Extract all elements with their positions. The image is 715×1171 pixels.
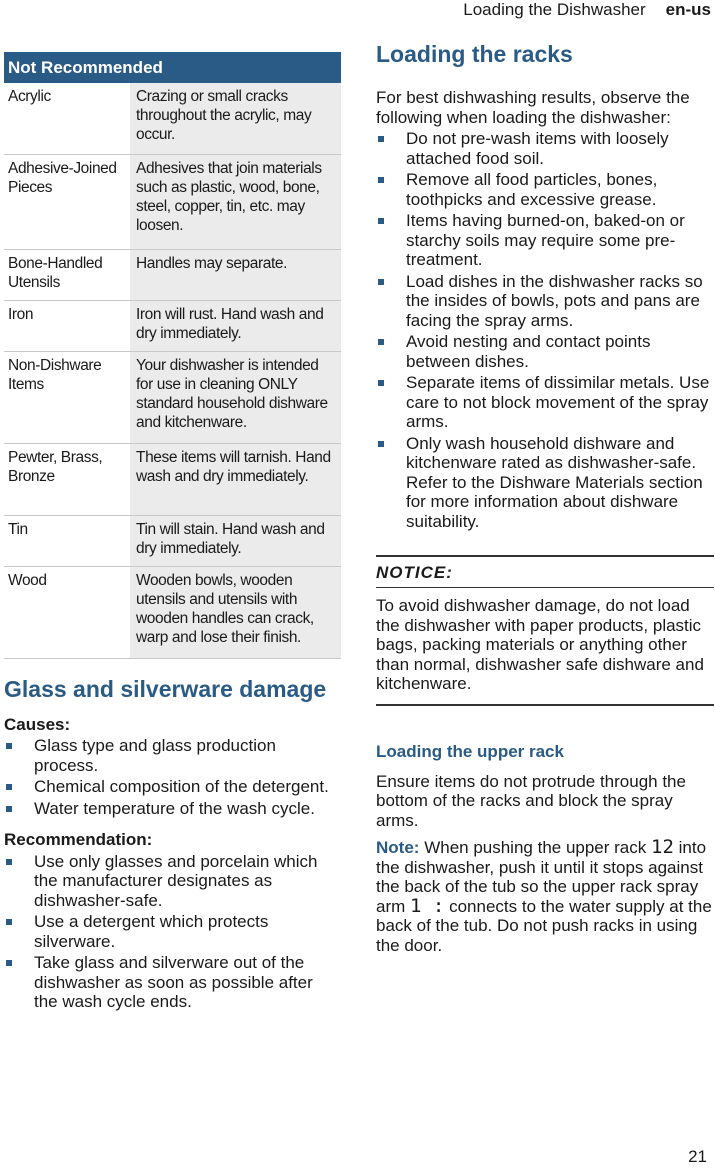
- list-item: Load dishes in the dishwasher racks so the insides of bowls, pots and pans are facing the spray arms.: [376, 272, 714, 331]
- bullet-icon: [378, 339, 384, 345]
- upper-rack-title: Loading the upper rack: [376, 741, 564, 761]
- row-effect: Wooden bowls, wooden utensils and utensils with wooden handles can crack, warp and lose their finish.: [130, 566, 341, 658]
- not-recommended-table: [4, 52, 341, 659]
- right-column: [376, 40, 714, 955]
- row-item: Non-Dishware Items: [4, 351, 130, 443]
- header-section: Loading the Dishwasher: [463, 0, 646, 19]
- racks-list: [376, 129, 714, 531]
- list-item: Chemical composition of the detergent.: [4, 777, 341, 797]
- notice-body-box: [376, 588, 714, 706]
- left-column: [4, 52, 341, 1014]
- dishware-reference: Refer to the Dishware Materials section for more information about dishware suitability.: [406, 472, 703, 531]
- list-item: Do not pre-wash items with loosely attached food soil.: [376, 129, 714, 168]
- row-effect: Crazing or small cracks throughout the acrylic, may occur.: [130, 83, 341, 154]
- table-row: [4, 300, 341, 351]
- row-effect: Adhesives that join materials such as plastic, wood, bone, steel, copper, tin, etc. may loosen.: [130, 154, 341, 249]
- bullet-icon: [6, 784, 12, 790]
- list-item: Items having burned-on, baked-on or starchy soils may require some pre-treatment.: [376, 211, 714, 270]
- list-item: Use only glasses and porcelain which the manufacturer designates as dishwasher-safe.: [4, 852, 341, 911]
- bullet-icon: [6, 859, 12, 865]
- row-effect: Iron will rust. Hand wash and dry immediately.: [130, 300, 341, 351]
- bullet-icon: [6, 743, 12, 749]
- row-item: Adhesive-Joined Pieces: [4, 154, 130, 249]
- list-item: Remove all food particles, bones, toothpicks and excessive grease.: [376, 170, 714, 209]
- list-item: Glass type and glass production process.: [4, 736, 341, 775]
- bullet-icon: [6, 919, 12, 925]
- bullet-icon: [378, 279, 384, 285]
- table-row: [4, 515, 341, 566]
- causes-list: [4, 736, 341, 818]
- row-effect: Tin will stain. Hand wash and dry immediately.: [130, 515, 341, 566]
- row-effect: Your dishwasher is intended for use in cleaning ONLY standard household dishware and kitchenware.: [130, 351, 341, 443]
- bullet-icon: [378, 441, 384, 447]
- causes-label: Causes:: [4, 714, 71, 734]
- racks-intro: For best dishwashing results, observe the following when loading the dishwasher:: [376, 88, 690, 127]
- row-item: Tin: [4, 515, 130, 566]
- page-number: 21: [688, 1147, 707, 1166]
- upper-rack-note: Note: When pushing the upper rack 12 into the dishwasher, push it until it stops against the back of the tub so the upper rack spray arm 1 : connects to the water supply at the back of the tub. Do not push racks in using the door.: [376, 836, 712, 955]
- list-item: Only wash household dishware and kitchenware rated as dishwasher-safe. Refer to the Dishware Materials section for more information about dishware suitability.: [376, 434, 714, 532]
- row-effect: These items will tarnish. Hand wash and dry immediately.: [130, 443, 341, 515]
- notice-box: [376, 555, 714, 588]
- row-item: Pewter, Brass, Bronze: [4, 443, 130, 515]
- header-lang: en-us: [665, 0, 711, 19]
- note-label: Note:: [376, 838, 420, 857]
- table-row: [4, 351, 341, 443]
- table-row: [4, 443, 341, 515]
- rack-reference-number: 12: [651, 836, 674, 858]
- table-row: [4, 249, 341, 300]
- row-effect: Handles may separate.: [130, 249, 341, 300]
- table-heading: Not Recommended: [4, 52, 341, 83]
- row-item: Acrylic: [4, 83, 130, 154]
- notice-title: NOTICE:: [376, 563, 453, 582]
- list-item: Avoid nesting and contact points between dishes.: [376, 332, 714, 371]
- bullet-icon: [6, 806, 12, 812]
- list-item: Water temperature of the wash cycle.: [4, 799, 341, 819]
- list-item: Separate items of dissimilar metals. Use care to not block movement of the spray arms.: [376, 373, 714, 432]
- bullet-icon: [378, 380, 384, 386]
- table-row: [4, 154, 341, 249]
- table-row: [4, 83, 341, 154]
- row-item: Wood: [4, 566, 130, 658]
- row-item: Bone-Handled Utensils: [4, 249, 130, 300]
- recommendation-label: Recommendation:: [4, 830, 153, 849]
- bullet-icon: [378, 136, 384, 142]
- row-item: Iron: [4, 300, 130, 351]
- page-header: [463, 0, 711, 20]
- recommendation-list: [4, 852, 341, 1012]
- bullet-icon: [378, 218, 384, 224]
- bullet-icon: [378, 177, 384, 183]
- glass-section-title: Glass and silverware damage: [4, 675, 327, 702]
- table-row: [4, 566, 341, 658]
- upper-rack-body: Ensure items do not protrude through the bottom of the racks and block the spray arms.: [376, 771, 686, 830]
- list-item: Take glass and silverware out of the dishwasher as soon as possible after the wash cycle ends.: [4, 953, 341, 1012]
- spray-arm-reference-number: 1 :: [410, 894, 445, 917]
- bullet-icon: [6, 960, 12, 966]
- notice-body: To avoid dishwasher damage, do not load the dishwasher with paper products, plastic bags, packing materials or anything other than normal, dishwasher safe dishware and kitchenware.: [376, 596, 704, 693]
- list-item: Use a detergent which protects silverware.: [4, 912, 341, 951]
- racks-section-title: Loading the racks: [376, 41, 573, 67]
